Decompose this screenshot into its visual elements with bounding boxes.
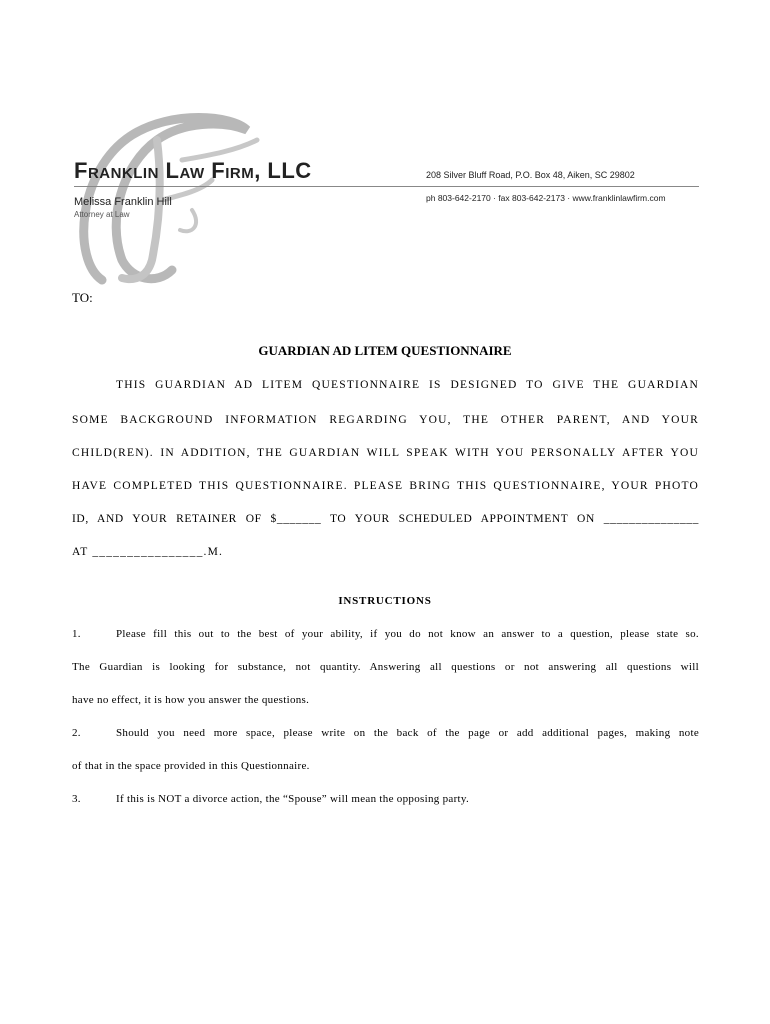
letterhead — [0, 0, 770, 290]
firm-name: Franklin Law Firm, LLC — [74, 158, 312, 183]
attorney-title: Attorney at Law — [74, 210, 130, 219]
attorney-name: Melissa Franklin Hill — [74, 196, 172, 208]
instruction-line: of that in the space provided in this Questionnaire. — [72, 760, 310, 772]
instruction-item — [72, 793, 699, 805]
instruction-line: Should you need more space, please write on the back of the page or add additional pages, making note — [116, 727, 699, 739]
intro-line: AT ________________.M. — [72, 546, 224, 558]
instruction-number: 2. — [72, 727, 81, 739]
instructions-heading: INSTRUCTIONS — [338, 595, 432, 607]
firm-address: 208 Silver Bluff Road, P.O. Box 48, Aiken, SC 29802 — [426, 170, 635, 180]
intro-line: CHILD(REN). IN ADDITION, THE GUARDIAN WILL SPEAK WITH YOU PERSONALLY AFTER YOU — [72, 447, 699, 459]
to-label: TO: — [72, 290, 93, 305]
instruction-number: 3. — [72, 793, 81, 805]
header-divider — [74, 186, 699, 187]
instruction-line: The Guardian is looking for substance, not quantity. Answering all questions or not answering all questions will — [72, 661, 699, 673]
instruction-line: If this is NOT a divorce action, the “Spouse” will mean the opposing party. — [116, 793, 470, 805]
instruction-line: Please fill this out to the best of your ability, if you do not know an answer to a question, please state so. — [116, 628, 699, 640]
document-title: GUARDIAN AD LITEM QUESTIONNAIRE — [258, 343, 512, 358]
intro-line: SOME BACKGROUND INFORMATION REGARDING YOU, THE OTHER PARENT, AND YOUR — [72, 414, 699, 426]
instruction-line: have no effect, it is how you answer the questions. — [72, 694, 310, 706]
instruction-item — [72, 628, 699, 640]
firm-contact: ph 803-642-2170 · fax 803-642-2173 · www.franklinlawfirm.com — [426, 193, 666, 203]
intro-line: ID, AND YOUR RETAINER OF $_______ TO YOUR SCHEDULED APPOINTMENT ON _______________ — [72, 513, 699, 525]
instruction-item — [72, 727, 699, 739]
instruction-number: 1. — [72, 628, 81, 640]
intro-line: THIS GUARDIAN AD LITEM QUESTIONNAIRE IS DESIGNED TO GIVE THE GUARDIAN — [116, 379, 699, 391]
intro-line: HAVE COMPLETED THIS QUESTIONNAIRE. PLEASE BRING THIS QUESTIONNAIRE, YOUR PHOTO — [72, 480, 699, 492]
